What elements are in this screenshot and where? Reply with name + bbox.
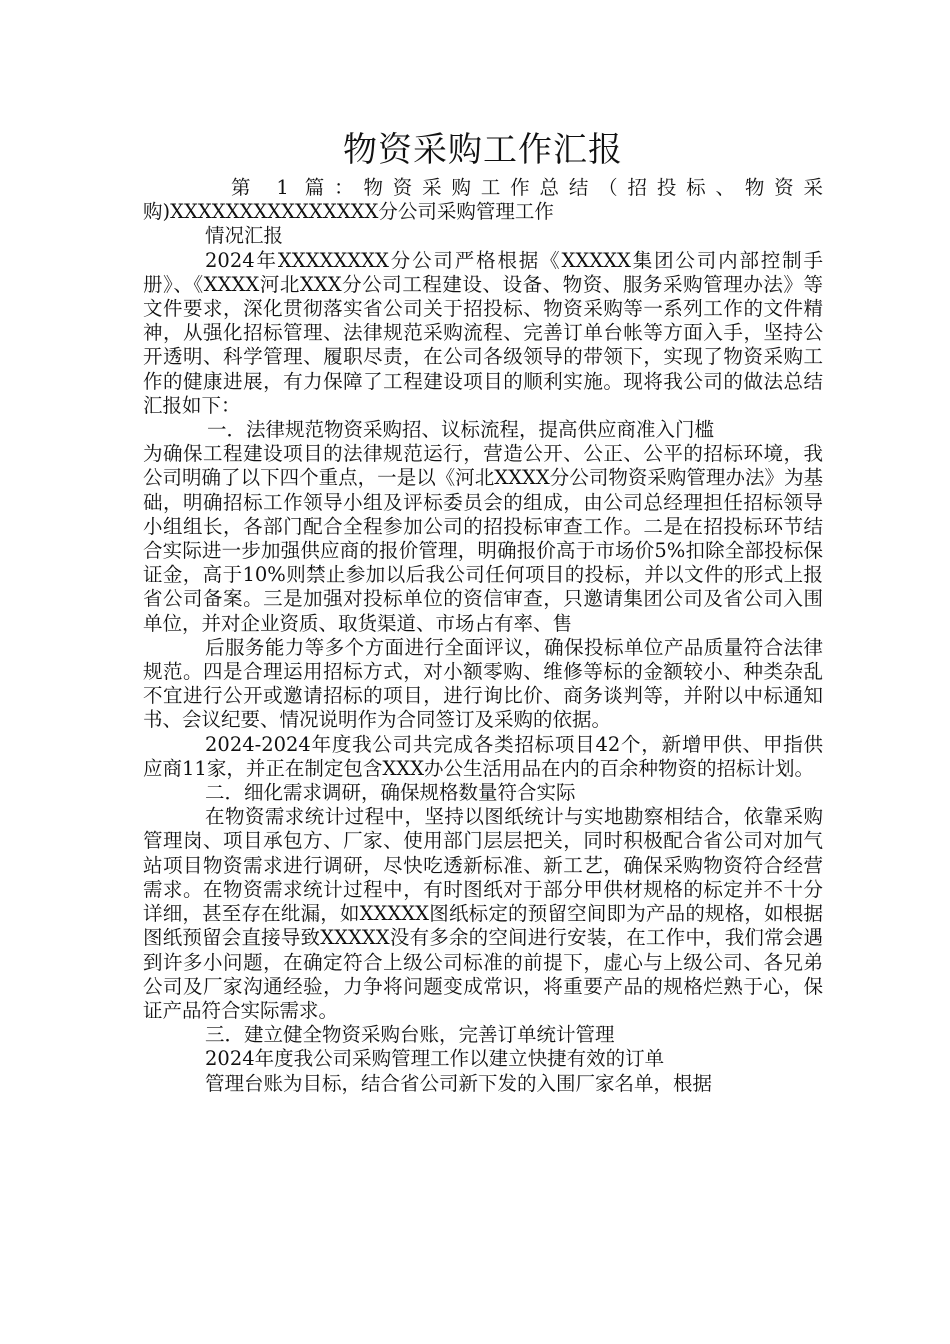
paragraph-section-3: 2024年度我公司采购管理工作以建立快捷有效的订单 — [205, 1047, 665, 1071]
subtitle-line: 第 1 篇：物资采购工作总结（招投标、物资采购)XXXXXXXXXXXXXXX分公司采购管理工作 — [143, 176, 823, 224]
paragraph-intro: 2024年XXXXXXXX分公司严格根据《XXXXX集团公司内部控制手册》、《XXXX河北XXX分公司工程建设、设备、物资、服务采购管理办法》等文件要求，深化贯彻落实省公司关于招投标、物资采购等一系列工作的文件精神，从强化招标管理、法律规范采购流程、完善订单台帐等方面入手，坚持公开透明、科学管理、履职尽责，在公司各级领导的带领下，实现了物资采购工作的健康进展，有力保障了工程建设项目的顺利实施。现将我公司的做法总结汇报如下： — [143, 248, 823, 417]
section-heading-1: 一．法律规范物资采购招、议标流程，提高供应商准入门槛 — [207, 418, 715, 442]
paragraph-section-2: 在物资需求统计过程中，坚持以图纸统计与实地勘察相结合，依靠采购管理岗、项目承包方、厂家、使用部门层层把关，同时积极配合省公司对加气站项目物资需求进行调研，尽快吃透新标准、新工艺，确保采购物资符合经营需求。在物资需求统计过程中，有时图纸对于部分甲供材规格的标定并不十分详细，甚至存在纰漏，如XXXXX图纸标定的预留空间即为产品的规格，如根据图纸预留会直接导致XXXXX没有多余的空间进行安装，在工作中，我们常会遇到许多小问题，在确定符合上级公司标准的前提下，虚心与上级公司、各兄弟公司及厂家沟通经验，力争将问题变成常识，将重要产品的规格烂熟于心，保证产品符合实际需求。 — [143, 805, 823, 1022]
section-heading-3: 三．建立健全物资采购台账，完善订单统计管理 — [205, 1023, 615, 1047]
paragraph-section-3-cont: 管理台账为目标，结合省公司新下发的入围厂家名单，根据 — [205, 1071, 713, 1095]
paragraph-section-1-cont: 后服务能力等多个方面进行全面评议，确保投标单位产品质量符合法律规范。四是合理运用招标方式，对小额零购、维修等标的金额较小、种类杂乱不宜进行公开或邀请招标的项目，进行询比价、商务谈判等，并附以中标通知书、会议纪要、情况说明作为合同签订及采购的依据。 — [143, 635, 823, 732]
document-page — [143, 128, 823, 1096]
paragraph-section-1: 为确保工程建设项目的法律规范运行，营造公开、公正、公平的招标环境，我公司明确了以下四个重点，一是以《河北XXXX分公司物资采购管理办法》为基础，明确招标工作领导小组及评标委员会的组成，由公司总经理担任招标领导小组组长，各部门配合全程参加公司的招投标审查工作。二是在招投标环节结合实际进一步加强供应商的报价管理，明确报价高于市场价5%扣除全部投标保证金，高于10%则禁止参加以后我公司任何项目的投标，并以文件的形式上报省公司备案。三是加强对投标单位的资信审查，只邀请集团公司及省公司入围单位，并对企业资质、取货渠道、市场占有率、售 — [143, 442, 823, 635]
paragraph-statistics: 2024-2024年度我公司共完成各类招标项目42个，新增甲供、甲指供应商11家，并正在制定包含XXX办公生活用品在内的百余种物资的招标计划。 — [143, 732, 823, 780]
document-title: 物资采购工作汇报 — [343, 130, 623, 170]
subtitle-continuation: 情况汇报 — [205, 224, 284, 248]
section-heading-2: 二．细化需求调研，确保规格数量符合实际 — [205, 781, 576, 805]
